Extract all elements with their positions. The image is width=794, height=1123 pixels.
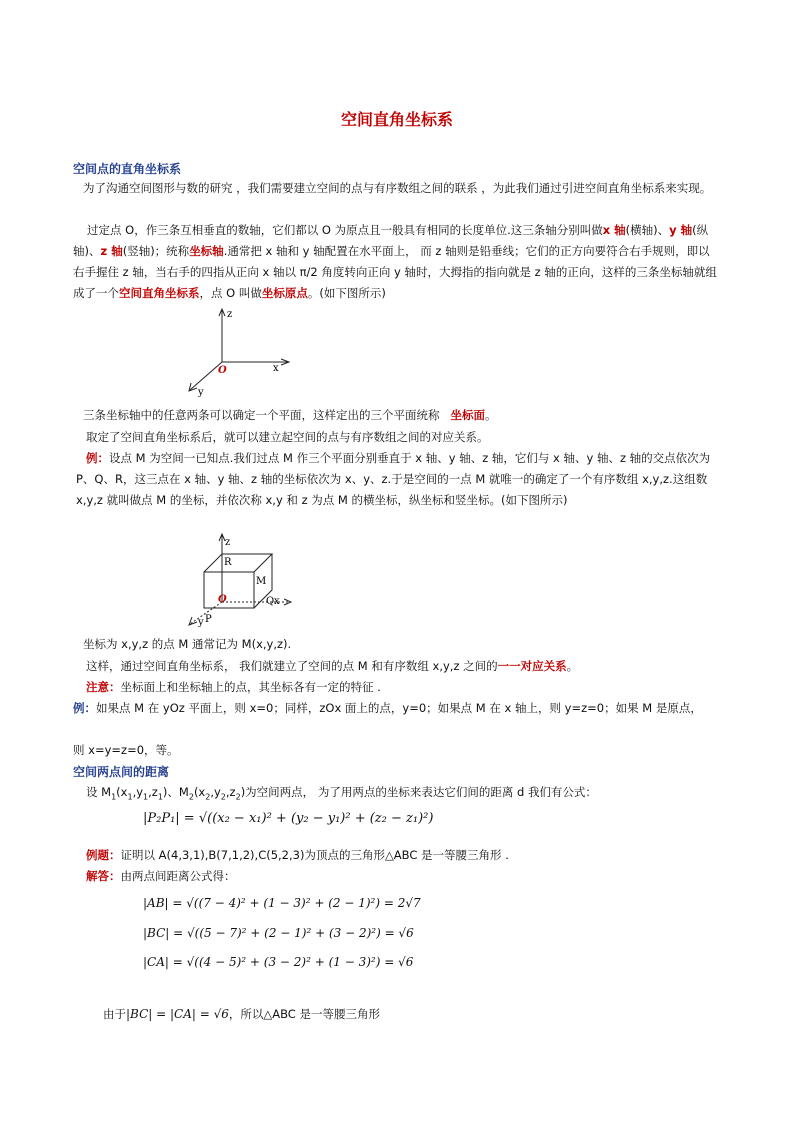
page-title: 空间直角坐标系 bbox=[340, 110, 453, 129]
point-m-label: M bbox=[256, 576, 267, 587]
point-r-label: R bbox=[224, 557, 232, 568]
cube-x-label: x bbox=[274, 596, 280, 607]
section-heading-distance: 空间两点间的距离 bbox=[73, 765, 170, 779]
example2-tail: 则 x=y=z=0，等。 bbox=[73, 743, 179, 757]
distance-formula: |P₂P₁| = √((x₂ − x₁)² + (y₂ − y₁)² + (z₂ − z₁)²) bbox=[143, 811, 434, 826]
z-axis-label: z bbox=[227, 309, 233, 320]
equation-bc: |BC| = √((5 − 7)² + (2 − 1)² + (3 − 2)²) = √6 bbox=[143, 926, 414, 940]
point-coordinates-cube-figure bbox=[180, 532, 300, 628]
example2-paragraph: 例：如果点 M 在 yOz 平面上，则 x=0；同样，zOx 面上的点，y=0；如果点 M 在 x 轴上，则 y=z=0；如果 M 是原点， bbox=[73, 701, 702, 715]
coordinate-axes-figure bbox=[180, 304, 310, 400]
cube-z-label: z bbox=[225, 537, 231, 548]
point-p-label: P bbox=[205, 614, 212, 625]
cube-origin-label: O bbox=[218, 594, 227, 605]
x-axis-label: x bbox=[273, 363, 279, 374]
equation-ca: |CA| = √((4 − 5)² + (3 − 2)² + (1 − 3)²) = √6 bbox=[143, 955, 414, 969]
equation-ab: |AB| = √((7 − 4)² + (1 − 3)² + (2 − 1)²) = 2√7 bbox=[143, 896, 421, 910]
notation-paragraph: 坐标为 x,y,z 的点 M 通常记为 M(x,y,z). bbox=[83, 637, 292, 651]
problem-paragraph: 例题：证明以 A(4,3,1),B(7,1,2),C(5,2,3)为顶点的三角形△ABC 是一等腰三角形 . bbox=[86, 848, 509, 862]
point-q-label: Q bbox=[266, 596, 275, 607]
conclusion-paragraph: 由于|BC| = |CA| = √6，所以△ABC 是一等腰三角形 bbox=[103, 1007, 380, 1021]
answer-paragraph: 解答：由两点间距离公式得： bbox=[86, 869, 236, 883]
section-heading-coordinate-system: 空间点的直角坐标系 bbox=[73, 162, 182, 176]
example-paragraph: 例：设点 M 为空间一已知点.我们过点 M 作三个平面分别垂直于 x 轴、y 轴、z 轴，它们与 x 轴、y 轴、z 轴的交点依次为 P、Q、R，这三点在 x 轴、y 轴、z 轴的坐标依次为 x、y、z.于是空间的一点 M 就唯一的确定了一个有序数组 x,y,z.这组数 x,y,z 就叫做点 M 的坐标，并依次称 x,y 和 z 为点 M 的横坐标，纵坐标和竖坐标。(如下图所示) bbox=[76, 451, 711, 507]
distance-intro-paragraph: 设 $M_1(x_1,y_1,z_1)$、$M_2(x_2,y_2,z_2)$为空间两点， 为了用两点的坐标来表达它们间的距离 d 我们有公式： bbox=[86, 785, 597, 802]
relation-paragraph: 取定了空间直角坐标系后，就可以建立起空间的点与有序数组之间的对应关系。 bbox=[86, 430, 489, 444]
cube-y-label: y bbox=[198, 617, 204, 628]
y-axis-label: y bbox=[198, 387, 204, 398]
intro-paragraph: 为了沟通空间图形与数的研究 ，我们需要建立空间的点与有序数组之间的联系 ，为此我们通过引进空间直角坐标系来实现。 bbox=[83, 181, 712, 195]
correspondence-paragraph: 这样，通过空间直角坐标系， 我们就建立了空间的点 M 和有序数组 x,y,z 之间的一一对应关系。 bbox=[86, 659, 579, 673]
definition-paragraph: 过定点 O，作三条互相垂直的数轴，它们都以 O 为原点且一般具有相同的长度单位.这三条轴分别叫做x 轴(横轴)、y 轴(纵轴)、z 轴(竖轴)；统称坐标轴.通常把 x 轴和 y 轴配置在水平面上， 而 z 轴则是铅垂线；它们的正方向要符合右手规则，即以右手握住 z 轴，当右手的四指从正向 x 轴以 π/2 角度转向正向 y 轴时，大拇指的指向就是 z 轴的正向，这样的三条坐标轴就组成了一个空间直角坐标系，点 O 叫做坐标原点。(如下图所示) bbox=[73, 223, 717, 300]
planes-paragraph: 三条坐标轴中的任意两条可以确定一个平面，这样定出的三个平面统称 坐标面。 bbox=[83, 408, 497, 422]
note-paragraph: 注意：坐标面上和坐标轴上的点，其坐标各有一定的特征 . bbox=[86, 680, 381, 694]
origin-label: O bbox=[218, 365, 227, 376]
